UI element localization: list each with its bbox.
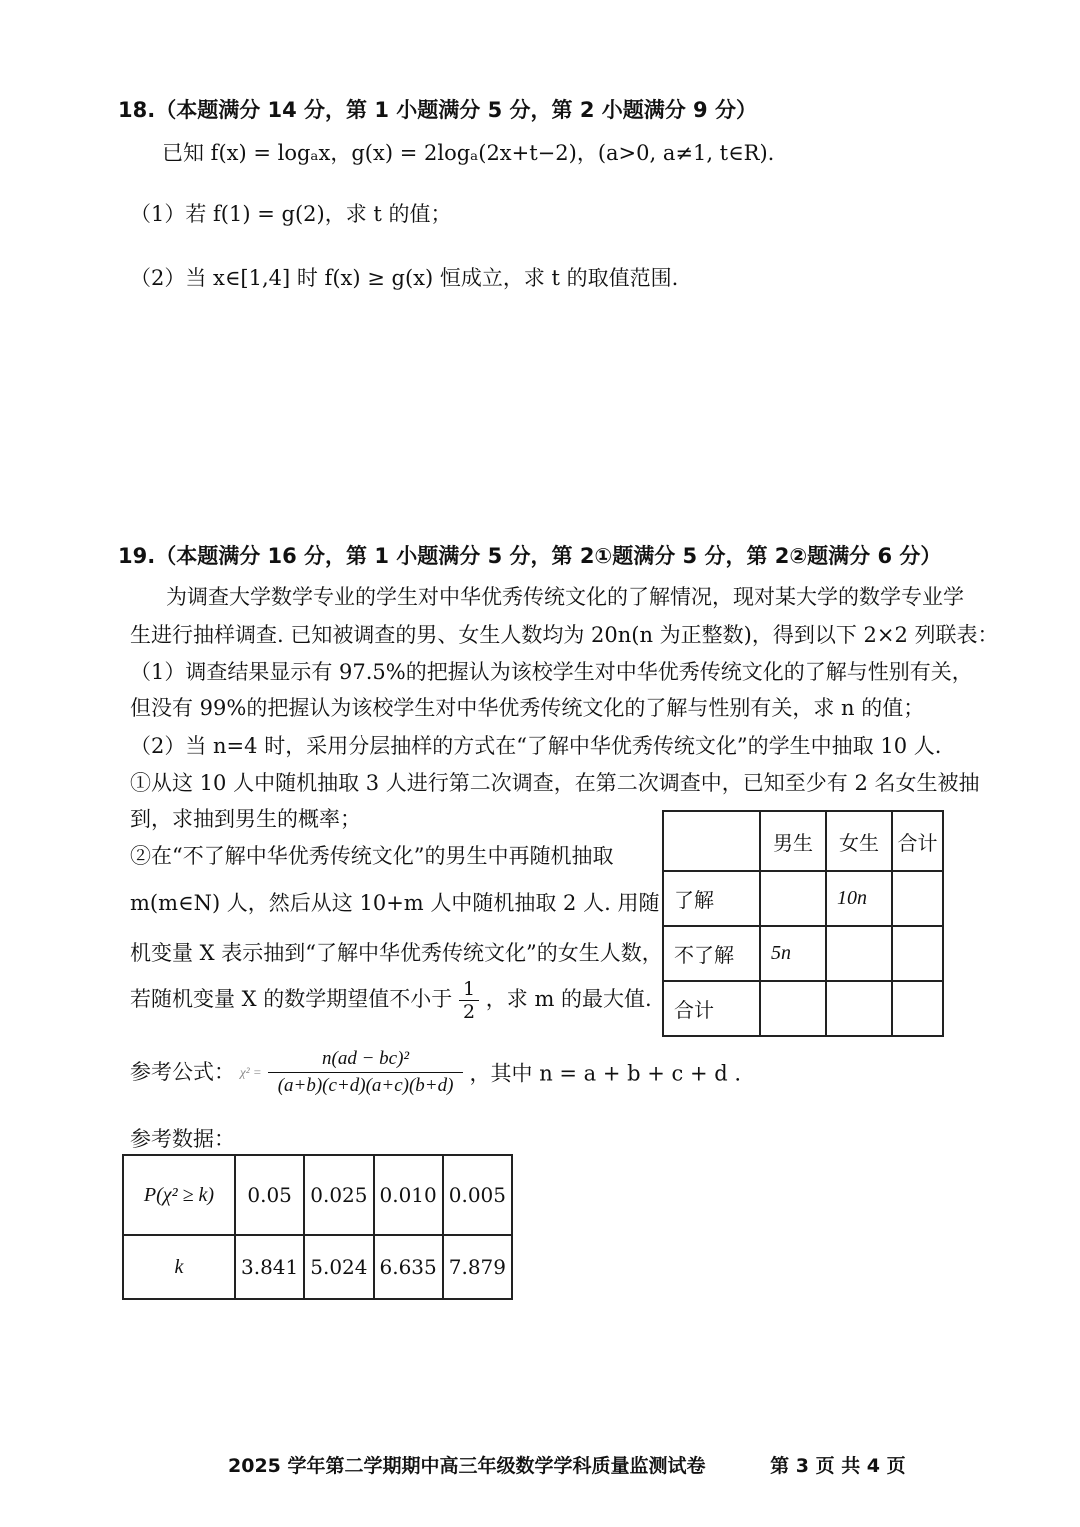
table-cell: 6.635: [374, 1235, 443, 1299]
formula-numerator: n(ad − bc)²: [268, 1046, 464, 1073]
q19-line-2: 生进行抽样调查. 已知被调查的男、女生人数均为 20n(n 为正整数)，得到以下 2×2 列联表：: [130, 623, 999, 647]
q19-header: 19.（本题满分 16 分，第 1 小题满分 5 分，第 2①题满分 5 分，第 2②题满分 6 分）: [118, 544, 942, 568]
table-row-label: 了解: [663, 871, 760, 926]
table-row-label: 不了解: [663, 926, 760, 981]
q19-line-6: ①从这 10 人中随机抽取 3 人进行第二次调查，在第二次调查中，已知至少有 2 名女生被抽: [130, 771, 980, 795]
table-row: [663, 811, 943, 871]
formula-tail: ，其中 n = a + b + c + d .: [469, 1061, 742, 1086]
q19-left-line-2: ②在“不了解中华优秀传统文化”的男生中再随机抽取: [130, 844, 614, 868]
formula-fraction: [268, 1046, 464, 1099]
reference-data-table: [122, 1154, 513, 1300]
formula-label: 参考公式：: [130, 1060, 235, 1084]
q19-line-3: （1）调查结果显示有 97.5%的把握认为该校学生对中华优秀传统文化的了解与性别有关，: [130, 660, 973, 684]
table-header-total: 合计: [892, 811, 943, 871]
table-cell: 0.005: [443, 1155, 512, 1235]
formula-denominator: (a+b)(c+d)(a+c)(b+d): [277, 1075, 454, 1096]
table-cell: 0.05: [235, 1155, 304, 1235]
table-cell: [663, 811, 760, 871]
table-row-label: k: [123, 1235, 235, 1299]
q19-line-1: 为调查大学数学专业的学生对中华优秀传统文化的了解情况，现对某大学的数学专业学: [166, 585, 964, 609]
chi-square-formula: [240, 1046, 741, 1099]
table-row: [663, 871, 943, 926]
one-half-fraction: [459, 978, 479, 1023]
q18-part1: （1）若 f(1) = g(2)，求 t 的值；: [130, 202, 452, 226]
data-label: 参考数据：: [130, 1127, 235, 1151]
table-row: [663, 981, 943, 1036]
footer-title: 2025 学年第二学期期中高三年级数学学科质量监测试卷: [228, 1455, 706, 1477]
q18-given: 已知 f(x) = logₐx，g(x) = 2logₐ(2x+t−2)，(a>0, a≠1, t∈R).: [162, 141, 775, 165]
table-row: [123, 1235, 512, 1299]
table-cell: [892, 981, 943, 1036]
table-cell: 5n: [760, 926, 826, 981]
q18-header: 18.（本题满分 14 分，第 1 小题满分 5 分，第 2 小题满分 9 分）: [118, 98, 757, 122]
table-cell: [826, 926, 892, 981]
q19-line-4: 但没有 99%的把握认为该校学生对中华优秀传统文化的了解与性别有关，求 n 的值；: [130, 696, 925, 720]
q19-last-line-b: ，求 m 的最大值.: [485, 987, 652, 1011]
table-cell: 0.010: [374, 1155, 443, 1235]
table-row-label: 合计: [663, 981, 760, 1036]
table-cell: [760, 981, 826, 1036]
fraction-numerator: 1: [459, 978, 479, 1001]
fraction-denominator: 2: [463, 1001, 476, 1023]
table-cell: 3.841: [235, 1235, 304, 1299]
table-cell: 5.024: [304, 1235, 373, 1299]
table-cell: 10n: [826, 871, 892, 926]
formula-lhs: χ² =: [240, 1064, 262, 1080]
table-header-male: 男生: [760, 811, 826, 871]
q19-left-line-4: 机变量 X 表示抽到“了解中华优秀传统文化”的女生人数，: [130, 941, 663, 965]
table-row: [123, 1155, 512, 1235]
table-cell: [892, 926, 943, 981]
table-row-label: P(χ² ≥ k): [123, 1155, 235, 1235]
table-cell: 0.025: [304, 1155, 373, 1235]
q19-left-line-3: m(m∈N) 人，然后从这 10+m 人中随机抽取 2 人. 用随: [130, 891, 660, 915]
table-cell: [826, 981, 892, 1036]
q19-last-line-a: 若随机变量 X 的数学期望值不小于: [130, 987, 453, 1011]
table-cell: 7.879: [443, 1235, 512, 1299]
table-header-female: 女生: [826, 811, 892, 871]
contingency-table: [662, 810, 944, 1037]
page-footer: [228, 1451, 906, 1478]
footer-page-number: 第 3 页 共 4 页: [770, 1455, 906, 1477]
table-row: [663, 926, 943, 981]
table-cell: [760, 871, 826, 926]
table-cell: [892, 871, 943, 926]
q18-part2: （2）当 x∈[1,4] 时 f(x) ≥ g(x) 恒成立，求 t 的取值范围.: [130, 266, 679, 290]
q19-line-5: （2）当 n=4 时，采用分层抽样的方式在“了解中华优秀传统文化”的学生中抽取 10 人.: [130, 734, 942, 758]
q19-left-line-1: 到，求抽到男生的概率；: [130, 807, 361, 831]
q19-last-line: [130, 978, 652, 1023]
